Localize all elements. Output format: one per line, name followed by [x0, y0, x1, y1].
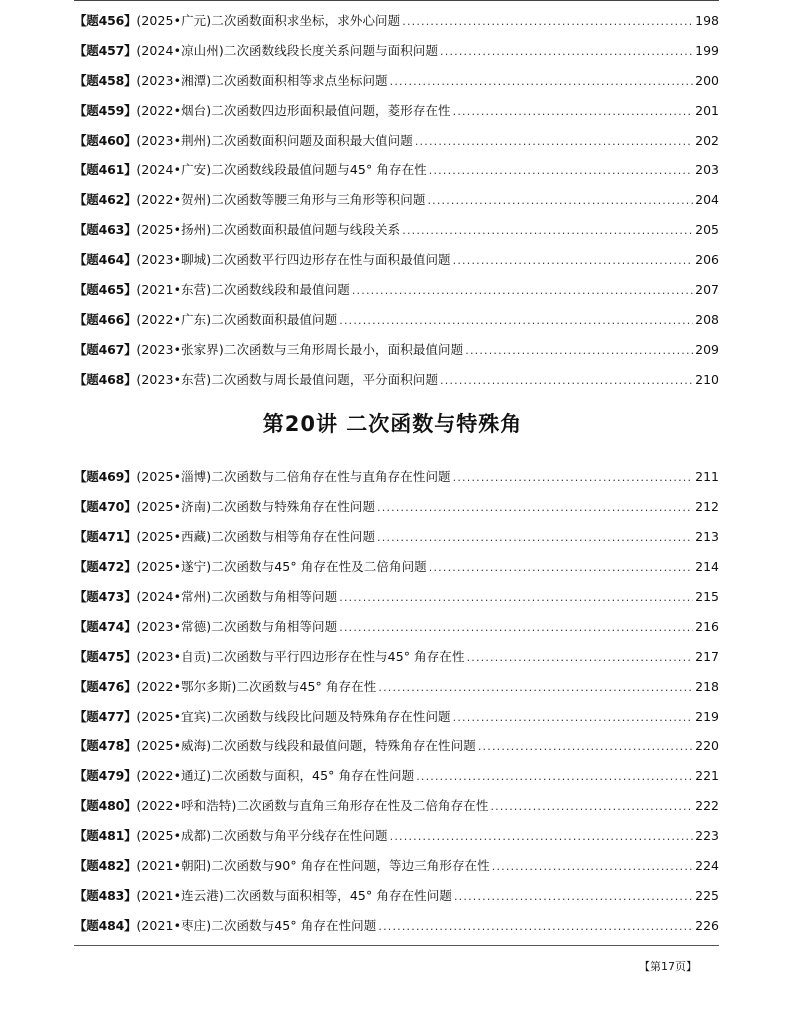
toc-entry-title: (2022•通辽)二次函数与面积，45° 角存在性问题 [136, 768, 415, 784]
toc-entry-title: (2023•常德)二次函数与角相等问题 [136, 618, 338, 634]
toc-entry[interactable] [74, 731, 719, 761]
dot-leader [465, 336, 693, 366]
toc-entry[interactable] [74, 185, 719, 215]
toc-entry-id: 【题462】 [74, 192, 137, 208]
dot-leader [402, 7, 693, 37]
page-number: 【第17页】 [639, 960, 697, 973]
dot-leader [453, 97, 693, 127]
dot-leader [378, 673, 693, 703]
toc-entry-page: 199 [695, 42, 719, 58]
toc-entry-page: 216 [695, 618, 719, 634]
toc-entry-title: (2021•枣庄)二次函数与45° 角存在性问题 [136, 918, 377, 934]
toc-entry[interactable] [74, 552, 719, 582]
toc-entry-title: (2025•遂宁)二次函数与45° 角存在性及二倍角问题 [136, 558, 427, 574]
toc-entry-id: 【题482】 [74, 858, 137, 874]
toc-entry-title: (2023•湘潭)二次函数面积相等求点坐标问题 [136, 72, 388, 88]
toc-entry-title: (2023•东营)二次函数与周长最值问题，平分面积问题 [136, 371, 439, 387]
toc-entry[interactable] [74, 761, 719, 791]
toc-entry-id: 【题476】 [74, 678, 137, 694]
toc-entry[interactable] [74, 911, 719, 941]
toc-entry-page: 217 [695, 648, 719, 664]
dot-leader [453, 463, 693, 493]
toc-entry-id: 【题481】 [74, 828, 137, 844]
toc-entry[interactable] [74, 305, 719, 335]
toc-entry-title: (2025•广元)二次函数面积求坐标，求外心问题 [136, 13, 401, 28]
toc-entry-title: (2025•成都)二次函数与角平分线存在性问题 [136, 828, 388, 844]
dot-leader [339, 306, 693, 336]
toc-entry[interactable] [74, 851, 719, 881]
toc-entry-id: 【题470】 [74, 498, 137, 514]
toc-entry-page: 214 [695, 558, 719, 574]
toc-entry-page: 224 [695, 858, 719, 874]
toc-entry[interactable] [74, 245, 719, 275]
toc-entry-id: 【题484】 [74, 918, 137, 934]
top-divider [74, 0, 719, 1]
toc-entry[interactable] [74, 462, 719, 492]
toc-entry-title: (2021•连云港)二次函数与面积相等，45° 角存在性问题 [136, 888, 452, 904]
toc-entry-id: 【题465】 [74, 282, 137, 298]
toc-entry-page: 205 [695, 222, 719, 238]
toc-entry[interactable] [74, 642, 719, 672]
toc-entry[interactable] [74, 821, 719, 851]
toc-entry[interactable] [74, 791, 719, 821]
toc-entry[interactable] [74, 582, 719, 612]
toc-entry-page: 200 [695, 72, 719, 88]
toc-entry-title: (2023•聊城)二次函数平行四边形存在性与面积最值问题 [136, 252, 451, 268]
toc-entry-title: (2025•扬州)二次函数面积最值问题与线段关系 [136, 222, 401, 238]
toc-entry-id: 【题475】 [74, 648, 137, 664]
dot-leader [429, 553, 693, 583]
toc-entry-id: 【题478】 [74, 738, 137, 754]
dot-leader [427, 186, 693, 216]
toc-entry-title: (2024•广安)二次函数线段最值问题与45° 角存在性 [136, 162, 427, 178]
dot-leader [377, 493, 693, 523]
toc-entry[interactable] [74, 215, 719, 245]
dot-leader [416, 762, 693, 792]
toc-entry-id: 【题457】 [74, 42, 137, 58]
toc-entry-title: (2021•朝阳)二次函数与90° 角存在性问题，等边三角形存在性 [136, 858, 490, 874]
toc-entry-id: 【题461】 [74, 162, 137, 178]
dot-leader [415, 127, 693, 157]
toc-entry-title: (2022•鄂尔多斯)二次函数与45° 角存在性 [136, 678, 377, 694]
toc-entry-title: (2023•张家界)二次函数与三角形周长最小，面积最值问题 [136, 341, 464, 357]
toc-entry-title: (2022•呼和浩特)二次函数与直角三角形存在性及二倍角存在性 [136, 798, 489, 814]
toc-entry-id: 【题474】 [74, 618, 137, 634]
toc-entry-title: (2025•宜宾)二次函数与线段比问题及特殊角存在性问题 [136, 708, 451, 724]
toc-entry-page: 211 [695, 469, 719, 484]
dot-leader [339, 583, 693, 613]
toc-entry-page: 220 [695, 738, 719, 754]
toc-entry-page: 208 [695, 311, 719, 327]
toc-entry[interactable] [74, 612, 719, 642]
toc-entry-id: 【题477】 [74, 708, 137, 724]
toc-entry-title: (2024•凉山州)二次函数线段长度关系问题与面积问题 [136, 42, 439, 58]
toc-entry-title: (2025•济南)二次函数与特殊角存在性问题 [136, 498, 376, 514]
toc-entry-id: 【题464】 [74, 252, 137, 268]
toc-entry-title: (2023•荆州)二次函数面积问题及面积最大值问题 [136, 132, 413, 148]
toc-entry-id: 【题460】 [74, 132, 137, 148]
toc-entry-id: 【题471】 [74, 528, 137, 544]
toc-entry-id: 【题456】 [74, 13, 137, 28]
toc-entry-page: 222 [695, 798, 719, 814]
toc-entry[interactable] [74, 6, 719, 36]
toc-section-2 [74, 462, 719, 941]
dot-leader [377, 523, 693, 553]
dot-leader [492, 852, 693, 882]
toc-entry-id: 【题469】 [74, 469, 137, 484]
toc-entry-page: 221 [695, 768, 719, 784]
toc-entry-id: 【题459】 [74, 102, 137, 118]
toc-entry-id: 【题473】 [74, 588, 137, 604]
toc-entry-page: 204 [695, 192, 719, 208]
toc-entry-id: 【题458】 [74, 72, 137, 88]
chapter-heading: 第20讲 二次函数与特殊角 [262, 412, 523, 436]
dot-leader [429, 156, 693, 186]
toc-entry-id: 【题467】 [74, 341, 137, 357]
dot-leader [440, 366, 693, 396]
toc-entry-page: 225 [695, 888, 719, 904]
toc-entry[interactable] [74, 881, 719, 911]
toc-entry-title: (2022•烟台)二次函数四边形面积最值问题，菱形存在性 [136, 102, 451, 118]
toc-entry-page: 202 [695, 132, 719, 148]
toc-entry[interactable] [74, 492, 719, 522]
toc-entry-page: 226 [695, 918, 719, 934]
dot-leader [440, 37, 693, 67]
toc-entry-page: 201 [695, 102, 719, 118]
toc-entry-page: 213 [695, 528, 719, 544]
dot-leader [478, 732, 693, 762]
toc-entry-page: 218 [695, 678, 719, 694]
dot-leader [454, 882, 693, 912]
toc-entry[interactable] [74, 155, 719, 185]
dot-leader [402, 216, 693, 246]
toc-entry[interactable] [74, 36, 719, 66]
toc-entry[interactable] [74, 702, 719, 732]
dot-leader [352, 276, 693, 306]
dot-leader [453, 703, 693, 733]
dot-leader [339, 613, 693, 643]
toc-entry[interactable] [74, 66, 719, 96]
toc-entry-page: 209 [695, 341, 719, 357]
toc-section-1 [74, 6, 719, 395]
toc-entry-title: (2022•广东)二次函数面积最值问题 [136, 311, 338, 327]
toc-entry-page: 215 [695, 588, 719, 604]
dot-leader [467, 643, 694, 673]
toc-entry-page: 207 [695, 282, 719, 298]
toc-entry[interactable] [74, 522, 719, 552]
dot-leader [378, 912, 693, 942]
dot-leader [390, 67, 693, 97]
toc-entry-page: 212 [695, 498, 719, 514]
toc-entry[interactable] [74, 126, 719, 156]
toc-entry-id: 【题483】 [74, 888, 137, 904]
toc-entry-title: (2025•淄博)二次函数与二倍角存在性与直角存在性问题 [136, 469, 451, 484]
toc-entry-title: (2025•西藏)二次函数与相等角存在性问题 [136, 528, 376, 544]
toc-entry-title: (2024•常州)二次函数与角相等问题 [136, 588, 338, 604]
dot-leader [490, 792, 693, 822]
toc-entry-page: 219 [695, 708, 719, 724]
toc-entry-title: (2022•贺州)二次函数等腰三角形与三角形等积问题 [136, 192, 426, 208]
toc-entry-id: 【题472】 [74, 558, 137, 574]
toc-entry-page: 198 [695, 13, 719, 28]
toc-entry[interactable] [74, 365, 719, 395]
toc-entry-title: (2021•东营)二次函数线段和最值问题 [136, 282, 350, 298]
toc-entry[interactable] [74, 335, 719, 365]
toc-entry-page: 223 [695, 828, 719, 844]
toc-entry-page: 206 [695, 252, 719, 268]
toc-entry-id: 【题463】 [74, 222, 137, 238]
dot-leader [390, 822, 693, 852]
toc-entry[interactable] [74, 96, 719, 126]
toc-entry-id: 【题468】 [74, 371, 137, 387]
dot-leader [453, 246, 693, 276]
toc-entry-id: 【题480】 [74, 798, 137, 814]
toc-entry-id: 【题466】 [74, 311, 137, 327]
toc-entry[interactable] [74, 275, 719, 305]
toc-entry[interactable] [74, 672, 719, 702]
bottom-divider [74, 945, 719, 946]
toc-entry-page: 203 [695, 162, 719, 178]
toc-entry-title: (2025•威海)二次函数与线段和最值问题，特殊角存在性问题 [136, 738, 476, 754]
toc-entry-id: 【题479】 [74, 768, 137, 784]
toc-entry-page: 210 [695, 371, 719, 387]
toc-entry-title: (2023•自贡)二次函数与平行四边形存在性与45° 角存在性 [136, 648, 465, 664]
